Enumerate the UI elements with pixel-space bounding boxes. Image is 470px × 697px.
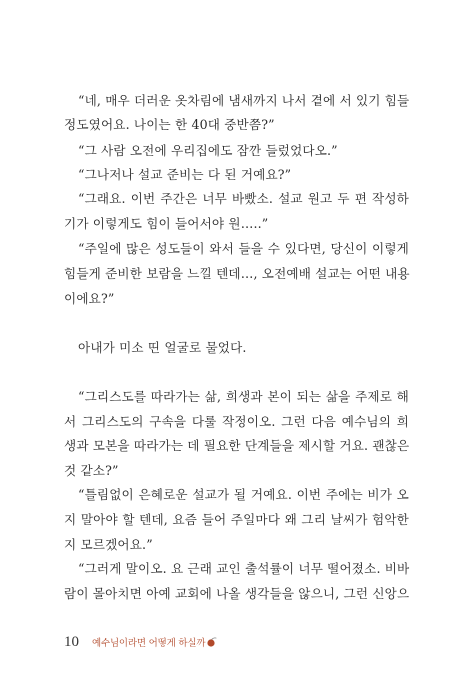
text-line: “주일에 많은 성도들이 와서 들을 수 있다면, 당신이 이렇게: [78, 241, 409, 256]
text-line: “그러게 말이오. 요 근래 교인 출석률이 너무 떨어졌소. 비바: [78, 561, 410, 576]
text-line: 이에요?”: [64, 291, 115, 306]
text-line: 힘들게 준비한 보람을 느낄 텐데…, 오전예배 설교는 어떤 내용: [64, 266, 410, 281]
text-line: 지 모르겠어요.”: [64, 537, 153, 552]
text-line: 정도였어요. 나이는 한 40대 중반쯤?”: [64, 117, 275, 132]
running-title: 예수님이라면 어떻게 하실까: [92, 638, 206, 649]
text-line: 기가 이렇게도 힘이 들어서야 원…..”: [64, 216, 269, 231]
page-footer: [64, 631, 217, 651]
text-line: 서 그리스도의 구속을 다룰 작정이오. 그런 다음 예수님의 희: [64, 414, 409, 429]
text-line: 지 말아야 할 텐데, 요즘 들어 주일마다 왜 그리 날씨가 험악한: [64, 512, 409, 527]
leaf-ornament-icon: [206, 633, 217, 644]
text-line: “틀림없이 은혜로운 설교가 될 거예요. 이번 주에는 비가 오: [78, 487, 409, 502]
text-line: 아내가 미소 띤 얼굴로 물었다.: [78, 340, 247, 355]
text-line: 것 같소?”: [64, 463, 119, 478]
text-line: “그리스도를 따라가는 삶, 희생과 본이 되는 삶을 주제로 해: [78, 389, 409, 404]
text-line: “네, 매우 더러운 옷차림에 냄새까지 나서 곁에 서 있기 힘들: [78, 93, 410, 108]
text-line: “그래요. 이번 주간은 너무 바빴소. 설교 원고 두 편 작성하: [78, 191, 409, 206]
text-line: 람이 몰아치면 아예 교회에 나올 생각들을 않으니, 그런 신앙으: [64, 586, 410, 601]
text-line: “그나저나 설교 준비는 다 된 거예요?”: [78, 167, 292, 182]
text-line: “그 사람 오전에 우리집에도 잠깐 들렀었다오.”: [78, 143, 338, 158]
page-number: 10: [64, 634, 79, 650]
text-line: 생과 모본을 따라가는 데 필요한 단계들을 제시할 거요. 괜찮은: [64, 438, 410, 453]
